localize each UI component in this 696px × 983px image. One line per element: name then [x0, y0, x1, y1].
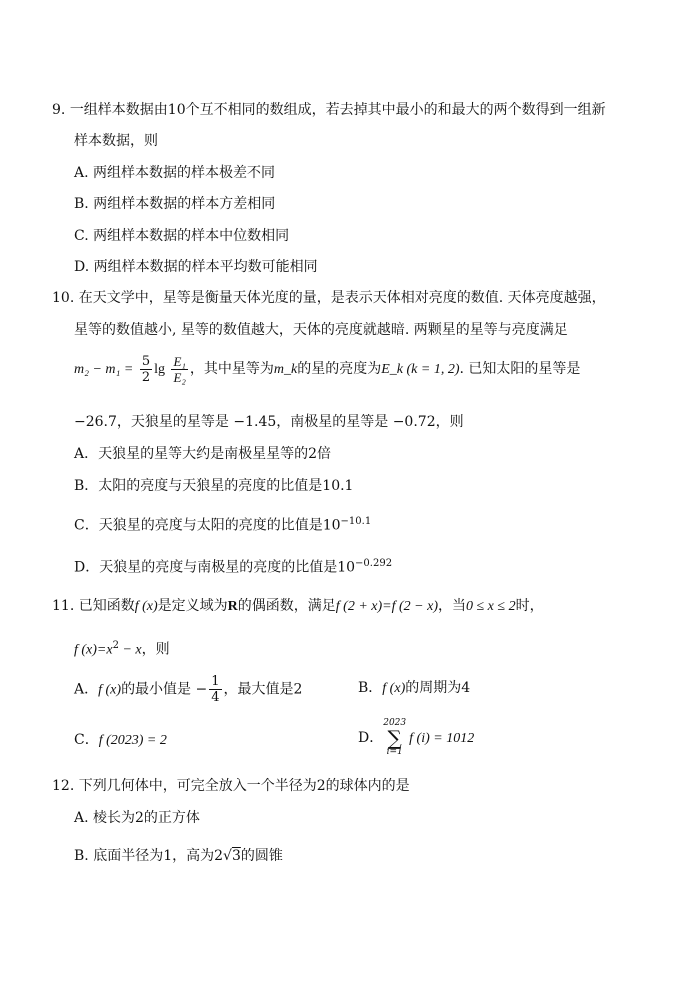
q10-stem-line4: −26.7，天狼星的星等是 −1.45，南极星的星等是 −0.72，则 [74, 414, 464, 430]
q10-option-a: A．天狼星的星等大约是南极星星等的2倍 [74, 446, 332, 462]
q9-option-b: B. 两组样本数据的样本方差相同 [74, 196, 276, 212]
q9-number: 9. [52, 102, 66, 118]
q11-option-b-fx: f (x) [382, 681, 406, 696]
q11-sum-lower-limit: i=1 [386, 747, 403, 757]
q9-option-c: C. 两组样本数据的样本中位数相同 [74, 228, 290, 244]
q10-fraction-denominator: 2 [141, 369, 151, 385]
q10-stem-line1 [52, 288, 606, 308]
q11-sum-upper-limit: 2023 [383, 718, 407, 728]
q10-option-c-text: C．天狼星的亮度与太阳的亮度的比值是10 [74, 517, 341, 534]
q11-option-c-label: C． [74, 732, 99, 748]
q9-stem-line1 [52, 100, 606, 120]
q11-option-a-numerator: 1 [211, 674, 220, 689]
q11-option-d-label: D． [358, 730, 384, 746]
q12-stem-line [52, 776, 410, 796]
q11-option-d-summation [383, 718, 406, 758]
q11-stem-text2: ，则 [141, 641, 170, 658]
q10-ratio-denominator: E₂ [173, 369, 186, 385]
q11-option-c-expr: f (2023) = 2 [98, 733, 167, 748]
q9-option-d: D. 两组样本数据的样本平均数可能相同 [74, 259, 318, 275]
q11-option-a-label: A． [74, 681, 99, 698]
q12-stem-text: 下列几何体中，可完全放入一个半径为2的球体内的是 [78, 778, 410, 794]
q11-option-a-mid: 的最小值是 − [121, 681, 208, 698]
q9-stem-text1: 一组样本数据由10个互不相同的数组成，若去掉其中最小的和最大的两个数得到一组新 [69, 102, 606, 118]
q11-range: 0 ≤ x ≤ 2 [465, 599, 516, 614]
q11-option-a-fraction [209, 674, 221, 705]
q11-fx: f (x) [134, 599, 158, 614]
q10-option-d-exponent: −0.292 [355, 558, 393, 569]
q11-stem-line2 [74, 636, 170, 661]
q12-option-b-radicand: 3 [231, 848, 241, 864]
q11-option-a-fx: f (x) [98, 682, 122, 698]
q10-option-d-text: D．天狼星的亮度与南极星的亮度的比值是10 [74, 559, 356, 576]
q11-number: 11. [52, 598, 75, 614]
q10-mk: m_k [273, 362, 298, 377]
q10-stem-line2: 星等的数值越小, 星等的数值越大，天体的亮度就越暗. 两颗星的星等与亮度满足 [74, 322, 568, 338]
q11-stem-text1c: 的偶函数，满足 [237, 598, 336, 614]
q10-stem-text3c: . 已知太阳的星等是 [459, 361, 581, 377]
q10-option-d [74, 554, 392, 578]
q10-stem-text3a: ，其中星等为 [189, 361, 274, 377]
q10-ek: E_k (k = 1, 2) [381, 362, 460, 377]
q12-option-b [74, 846, 283, 866]
q11-definition-tail: − x [118, 642, 142, 658]
q11-option-b [358, 678, 470, 699]
q11-option-c [74, 730, 167, 751]
q10-ratio-numerator: E₁ [173, 353, 186, 369]
q9-option-a: A. 两组样本数据的样本极差不同 [74, 165, 276, 181]
q10-option-c-exponent: −10.1 [340, 516, 372, 527]
q10-formula-lhs: m₂ − m₁ = [74, 362, 134, 377]
q11-option-d [358, 718, 474, 759]
q12-option-b-tail: 的圆锥 [240, 848, 283, 864]
q11-option-a-denominator: 4 [211, 690, 220, 705]
q10-formula-fraction [140, 354, 152, 385]
q10-number: 10. [52, 290, 75, 306]
q10-formula-line [74, 352, 580, 387]
sqrt-icon: √ [223, 848, 232, 864]
q11-stem-line1 [52, 596, 544, 617]
q11-option-a-tail: ，最大值是2 [223, 681, 303, 698]
q10-option-c [74, 512, 371, 536]
q11-option-a [74, 674, 302, 706]
q11-option-b-label: B． [358, 680, 383, 696]
sigma-icon: ∑ [387, 726, 402, 750]
q11-real-set: R [227, 599, 238, 614]
q10-stem-text1: 在天文学中，星等是衡量天体光度的量，是表示天体相对亮度的数值. 天体亮度越强， [78, 290, 606, 306]
q11-stem-text1d: ，当 [437, 598, 466, 614]
q11-stem-text1e: 时， [515, 598, 544, 614]
q11-definition-power: 2 [112, 640, 119, 651]
q11-definition: f (x)=x [74, 642, 113, 658]
q10-fraction-numerator: 5 [141, 353, 151, 369]
q11-stem-text1b: 是定义域为 [157, 598, 228, 614]
q10-option-b: B．太阳的亮度与天狼星的亮度的比值是10.1 [74, 478, 354, 494]
q9-stem-line2: 样本数据，则 [74, 133, 158, 149]
q10-formula-ratio [171, 354, 187, 385]
q11-condition: f (2 + x)=f (2 − x) [335, 599, 438, 614]
q11-stem-text1a: 已知函数 [78, 598, 135, 614]
q12-number: 12. [52, 778, 75, 794]
q12-option-a: A. 棱长为2的正方体 [74, 810, 200, 826]
q10-formula-lg: lg [154, 362, 165, 377]
q10-stem-text3b: 的星的亮度为 [297, 361, 382, 377]
q12-option-b-text: B. 底面半径为1，高为2 [74, 848, 224, 864]
q11-option-b-tail: 的周期为4 [405, 680, 471, 696]
q11-option-d-expr: f (i) = 1012 [409, 731, 475, 746]
